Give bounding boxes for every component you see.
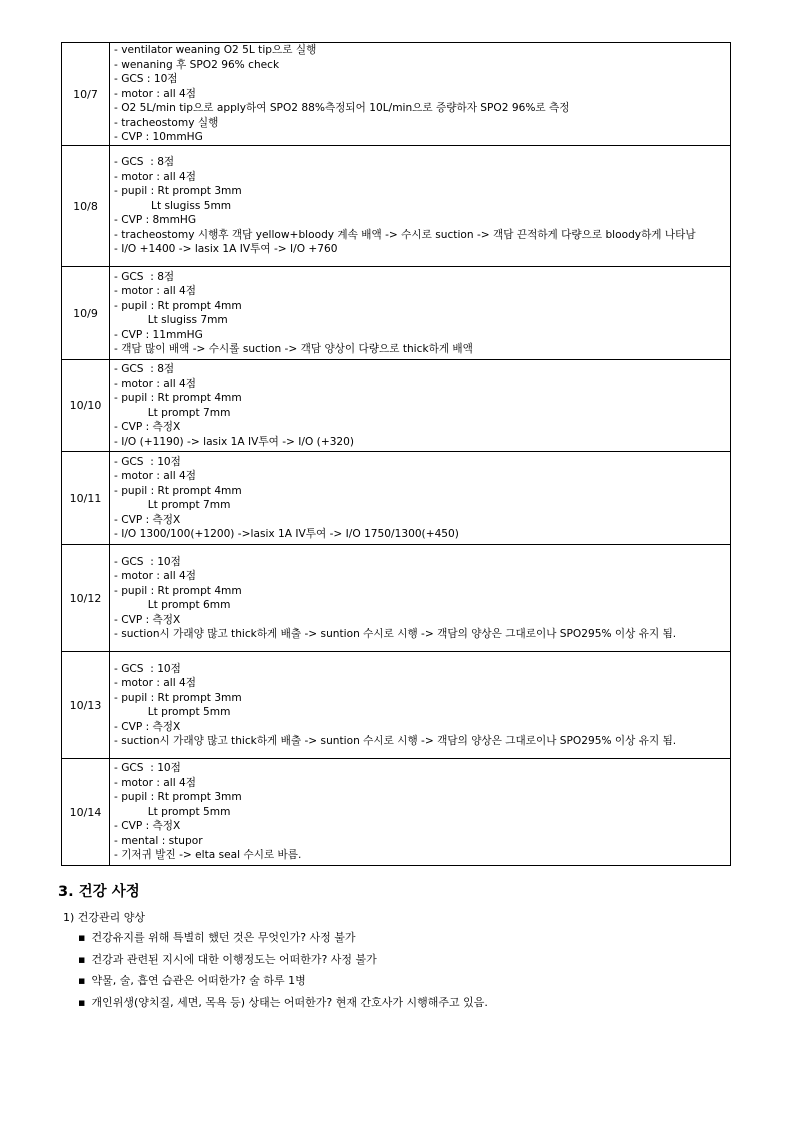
note-line: - motor : all 4점	[114, 87, 197, 100]
note-line: - 기저귀 발진 -> elta seal 수시로 바름.	[114, 849, 302, 862]
note-line: - motor : all 4점	[114, 677, 197, 689]
note-line: - motor : all 4점	[114, 776, 197, 789]
note-line: - suction시 가래양 많고 thick하게 배출 -> suntion 수시로 시행 -> 객담의 양상은 그대로이나 SPO295% 이상 유지 됨.	[114, 735, 677, 747]
note-line: - GCS : 10점	[114, 555, 181, 568]
table-row	[62, 759, 731, 866]
note-line: - CVP : 8mmHG	[114, 214, 197, 227]
note-line: - CVP : 측정X	[114, 820, 181, 833]
entry-date: 10/9	[62, 267, 110, 360]
table-row	[62, 267, 731, 360]
table-row	[62, 146, 731, 267]
note-line: - wenaning 후 SPO2 96% check	[114, 58, 280, 71]
note-line: - motor : all 4점	[114, 570, 197, 582]
list-item: ▪ 개인위생(양치질, 세면, 목욕 등) 상태는 어떠한가? 현재 간호사가 시행해주고 있음.	[78, 995, 488, 1017]
entry-date: 10/10	[62, 360, 110, 452]
note-line: - suction시 가래양 많고 thick하게 배출 -> suntion 수시로 시행 -> 객담의 양상은 그대로이나 SPO295% 이상 유지 됨.	[114, 628, 677, 640]
subsection-title: 1) 건강관리 양상	[63, 911, 146, 924]
entry-date: 10/12	[62, 545, 110, 652]
note-line: Lt prompt 6mm	[114, 599, 231, 611]
note-line: - pupil : Rt prompt 3mm	[114, 185, 242, 198]
note-line: - motor : all 4점	[114, 377, 197, 390]
entry-notes	[110, 452, 731, 545]
table-row	[62, 43, 731, 146]
note-line: - I/O 1300/100(+1200) ->lasix 1A IV투여 -> I/O 1750/1300(+450)	[114, 528, 459, 540]
note-line: - CVP : 측정X	[114, 720, 181, 733]
note-line: - motor : all 4점	[114, 470, 197, 482]
health-management-list	[78, 930, 488, 1016]
note-line: - GCS : 8점	[114, 156, 175, 169]
progress-notes-body	[62, 43, 731, 866]
note-line: - I/O (+1190) -> lasix 1A IV투여 -> I/O (+320)	[114, 435, 355, 448]
note-line: - 객담 많이 배액 -> 수시롤 suction -> 객담 양상이 다량으로 thick하게 배액	[114, 343, 473, 355]
note-line: - tracheostomy 실행	[114, 116, 219, 129]
note-line: - motor : all 4점	[114, 170, 197, 183]
note-line: - I/O +1400 -> lasix 1A IV투여 -> I/O +760	[114, 243, 338, 256]
note-line: - GCS : 8점	[114, 270, 175, 283]
note-line: - GCS : 10점	[114, 662, 181, 675]
table-row	[62, 360, 731, 452]
section-title: 3. 건강 사정	[58, 884, 140, 900]
note-line: - GCS : 8점	[114, 363, 175, 375]
note-line: - tracheostomy 시행후 객담 yellow+bloody 계속 배액 -> 수시로 suction -> 객담 끈적하게 다량으로 bloody하게 나타남	[114, 228, 696, 241]
note-line: - CVP : 11mmHG	[114, 328, 203, 341]
list-item: ▪ 약물, 술, 흡연 습관은 어떠한가? 술 하루 1병	[78, 973, 488, 995]
entry-date: 10/8	[62, 146, 110, 267]
note-line: - pupil : Rt prompt 4mm	[114, 392, 242, 404]
note-line: - ventilator weaning O2 5L tip으로 실행	[114, 44, 317, 57]
note-line: - CVP : 측정X	[114, 613, 181, 626]
entry-date: 10/7	[62, 43, 110, 146]
note-line: Lt prompt 5mm	[114, 805, 231, 818]
note-line: - mental : stupor	[114, 834, 203, 847]
note-line: - GCS : 10점	[114, 73, 178, 86]
note-line: - CVP : 측정X	[114, 421, 181, 433]
note-line: - pupil : Rt prompt 4mm	[114, 299, 242, 312]
list-item: ▪ 건강과 관련된 지시에 대한 이행정도는 어떠한가? 사정 불가	[78, 952, 488, 974]
list-item: ▪ 건강유지를 위해 특별히 했던 것은 무엇인가? 사정 불가	[78, 930, 488, 952]
entry-notes	[110, 43, 731, 146]
progress-notes-table	[61, 42, 731, 866]
note-line: - pupil : Rt prompt 4mm	[114, 484, 242, 497]
note-line: - pupil : Rt prompt 3mm	[114, 691, 242, 704]
note-line: - pupil : Rt prompt 3mm	[114, 791, 242, 804]
entry-notes	[110, 759, 731, 866]
note-line: Lt slugiss 7mm	[114, 314, 228, 326]
entry-notes	[110, 146, 731, 267]
table-row	[62, 652, 731, 759]
note-line: - CVP : 측정X	[114, 513, 181, 526]
table-row	[62, 452, 731, 545]
entry-notes	[110, 267, 731, 360]
entry-notes	[110, 545, 731, 652]
note-line: - pupil : Rt prompt 4mm	[114, 584, 242, 597]
note-line: - motor : all 4점	[114, 285, 197, 297]
note-line: Lt prompt 7mm	[114, 499, 231, 511]
note-line: - CVP : 10mmHG	[114, 131, 203, 144]
note-line: - GCS : 10점	[114, 762, 181, 775]
note-line: Lt slugiss 5mm	[114, 199, 232, 212]
entry-notes	[110, 360, 731, 452]
note-line: - GCS : 10점	[114, 455, 181, 468]
entry-date: 10/14	[62, 759, 110, 866]
entry-date: 10/13	[62, 652, 110, 759]
note-line: - O2 5L/min tip으로 apply하여 SPO2 88%측정되어 10L/min으로 증량하자 SPO2 96%로 측정	[114, 102, 570, 115]
note-line: Lt prompt 5mm	[114, 706, 231, 718]
table-row	[62, 545, 731, 652]
entry-notes	[110, 652, 731, 759]
note-line: Lt prompt 7mm	[114, 406, 231, 419]
entry-date: 10/11	[62, 452, 110, 545]
